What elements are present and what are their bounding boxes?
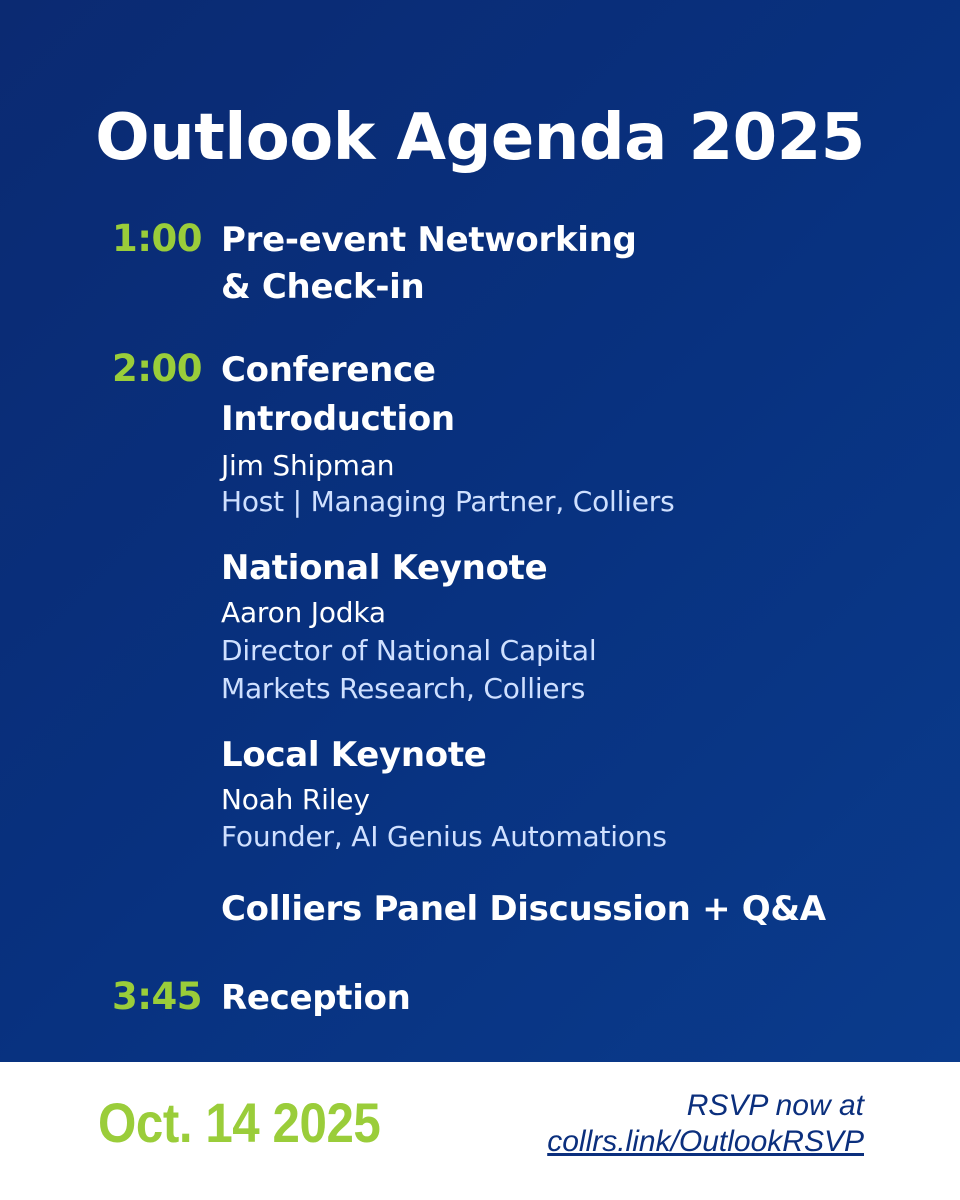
- time-1: 1:00: [112, 217, 203, 260]
- item-1-line2: & Check-in: [221, 267, 425, 307]
- time-3: 3:45: [112, 975, 203, 1018]
- item-1-line1: Pre-event Networking: [221, 220, 637, 260]
- item-3-role-line1: Director of National Capital: [221, 634, 597, 667]
- item-3-role-line2: Markets Research, Colliers: [221, 672, 586, 705]
- page-title: Outlook Agenda 2025: [95, 101, 865, 175]
- item-3-speaker: Aaron Jodka: [221, 596, 386, 629]
- item-4-speaker: Noah Riley: [221, 783, 370, 816]
- item-2-line2: Introduction: [221, 399, 455, 439]
- item-2-role: Host | Managing Partner, Colliers: [221, 485, 675, 518]
- item-6-heading: Reception: [221, 978, 411, 1018]
- event-date: Oct. 14 2025: [98, 1091, 381, 1154]
- item-4-role: Founder, AI Genius Automations: [221, 820, 667, 853]
- rsvp-block: [547, 1088, 864, 1160]
- time-2: 2:00: [112, 347, 203, 390]
- item-4-heading: Local Keynote: [221, 735, 487, 775]
- rsvp-text: RSVP now at: [686, 1089, 864, 1122]
- item-2-line1: Conference: [221, 350, 436, 390]
- rsvp-link[interactable]: collrs.link/OutlookRSVP: [547, 1125, 864, 1158]
- item-3-heading: National Keynote: [221, 548, 548, 588]
- item-2-speaker: Jim Shipman: [221, 449, 395, 482]
- item-5-heading: Colliers Panel Discussion + Q&A: [221, 889, 826, 929]
